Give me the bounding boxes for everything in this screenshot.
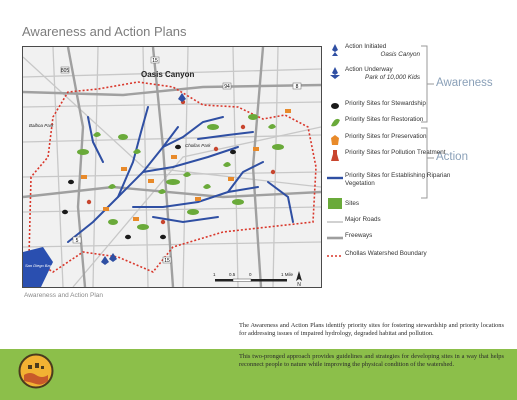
legend-sub-label: Oasis Canyon: [380, 50, 420, 58]
chollas-park-label: Chollas Park: [185, 143, 211, 148]
watershed-badge-icon: [18, 353, 54, 389]
north-arrow-icon: [296, 271, 302, 287]
body-paragraph-2: This two-pronged approach provides guidelines and strategies for developing sites in a way that helps reconnect people to nature while improving the physical condition of the watershed.: [239, 353, 504, 368]
legend-label: Action Underway: [345, 66, 393, 73]
balboa-park-label: Balboa Park: [29, 123, 54, 128]
legend-label: Major Roads: [345, 216, 381, 223]
pollution-markers: [87, 100, 275, 224]
svg-text:1 Mile: 1 Mile: [281, 272, 294, 277]
legend-label: Chollas Watershed Boundary: [345, 250, 427, 257]
svg-text:0: 0: [249, 272, 252, 277]
svg-text:5: 5: [75, 238, 79, 244]
legend-label: Sites: [345, 200, 359, 207]
action-initiated-icon: [326, 43, 344, 57]
legend-label: Priority Sites for Preservation: [345, 133, 427, 140]
legend-label: Action Initiated: [345, 43, 387, 50]
legend: [326, 40, 517, 280]
watershed-boundary-line-icon: [326, 250, 344, 264]
map-caption: Awareness and Action Plan: [24, 292, 104, 299]
freeways-line-icon: [326, 232, 344, 246]
legend-label: Priority Sites for Establishing Riparian Vegetation: [345, 172, 451, 187]
svg-text:N: N: [297, 282, 301, 287]
map-canvas: [23, 47, 321, 287]
map[interactable]: [22, 46, 322, 288]
legend-label: Freeways: [345, 232, 373, 239]
svg-text:0.5: 0.5: [229, 272, 236, 277]
restoration-leaf-icon: [326, 116, 344, 130]
legend-label: Priority Sites for Stewardship: [345, 100, 426, 107]
page-title: Awareness and Action Plans: [22, 24, 187, 39]
svg-text:15: 15: [164, 258, 170, 264]
major-roads-line-icon: [326, 216, 344, 230]
group-awareness-label: Awareness: [436, 77, 493, 89]
legend-label: Priority Sites for Restoration: [345, 116, 424, 123]
pollution-treatment-icon: [326, 149, 344, 163]
legend-sub-label: Park of 10,000 Kids: [365, 73, 420, 81]
scale-bar: [213, 272, 294, 282]
svg-text:1: 1: [213, 272, 216, 277]
svg-text:94: 94: [224, 84, 230, 90]
svg-text:8: 8: [295, 84, 299, 90]
svg-text:805: 805: [60, 68, 70, 74]
legend-label: Priority Sites for Pollution Treatment: [345, 149, 446, 156]
preservation-icon: [326, 133, 344, 147]
svg-text:15: 15: [152, 58, 158, 64]
body-paragraph-1: The Awareness and Action Plans identify priority sites for fostering stewardship and priority locations for addressing issues of impaired hydrology, degraded habitat and pollution.: [239, 322, 504, 337]
sites-swatch-icon: [326, 197, 344, 211]
san-diego-bay-label: San Diego Bay: [25, 263, 52, 268]
watershed-boundary: [29, 82, 316, 272]
stewardship-icon: [326, 100, 344, 114]
oasis-canyon-label: Oasis Canyon: [141, 70, 195, 79]
action-underway-icon: [326, 66, 344, 80]
riparian-line-icon: [326, 172, 344, 186]
group-action-label: Action: [436, 151, 468, 163]
